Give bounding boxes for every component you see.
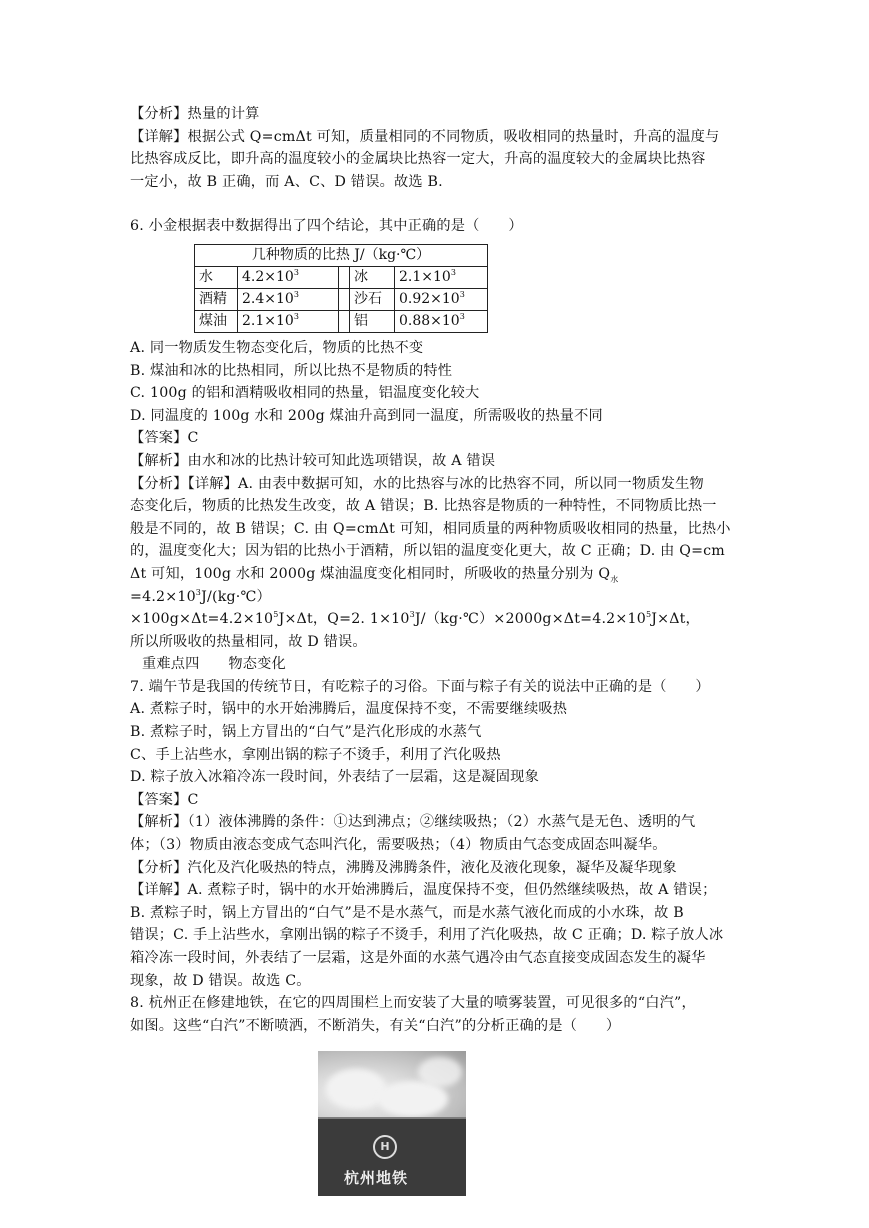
- q6-detail-line: 【分析】【详解】A. 由表中数据可知，水的比热容与冰的比热容不同，所以同一物质发生物: [130, 475, 704, 492]
- q7-detail-line: 错误；C. 手上沾些水，拿刚出锅的粽子不烫手，利用了汽化吸热，故 C 正确；D. 粽子放人冰: [130, 927, 724, 944]
- q6-option-c: C. 100g 的铝和酒精吸收相同的热量，铝温度变化较大: [130, 385, 480, 402]
- q7-option-a: A. 煮粽子时，锅中的水开始沸腾后，温度保持不变，不需要继续吸热: [130, 701, 568, 718]
- table-row: [195, 266, 488, 288]
- q6-explanation: 【解析】由水和冰的比热计较可知此选项错误，故 A 错误: [130, 452, 496, 469]
- metro-logo-icon: H: [373, 1135, 397, 1159]
- table-row: [195, 288, 488, 310]
- table-cell: 沙石: [350, 288, 395, 310]
- table-cell: $2.1\times 10^3$: [395, 266, 488, 288]
- q5-analysis: 【分析】热量的计算: [130, 106, 260, 122]
- q7-detail-line: 现象，故 D 错误。故选 C。: [130, 972, 311, 989]
- table-cell: 铝: [350, 310, 395, 332]
- metro-sign-text: 杭州地铁: [344, 1169, 409, 1188]
- table-title: 几种物质的比热 J/（kg·℃）: [195, 244, 488, 266]
- q6-option-d: D. 同温度的 100g 水和 200g 煤油升高到同一温度，所需吸收的热量不同: [130, 407, 603, 424]
- table-cell: 酒精: [195, 288, 238, 310]
- q6-detail-line: Δt 可知，100g 水和 2000g 煤油温度变化相同时，所吸收的热量分别为 $Q_水=4.2\times 10^3J/(kg\cdot℃)$: [130, 565, 619, 605]
- q6-detail-line: 所以所吸收的热量相同，故 D 错误。: [130, 633, 367, 650]
- q6-detail-line: 的，温度变化大；因为铝的比热小于酒精，所以铝的温度变化更大，故 C 正确；D. 由 Q=cm: [130, 543, 725, 560]
- q8-stem: 如图。这些“白汽”不断喷洒，不断消失，有关“白汽”的分析正确的是（ ）: [130, 1017, 621, 1034]
- q7-detail-line: 【详解】A. 煮粽子时，锅中的水开始沸腾后，温度保持不变，但仍然继续吸热，故 A 错误；: [130, 882, 717, 899]
- q6-detail-line: $\times 100g\times\Delta t=4.2\times 10^5J\times\Delta t$，Q=2. $1\times 10^3J/(kg\cdot℃)\times 2000g\times\Delta t=4.2\times 10^5J\times\Delta t$，: [130, 610, 700, 628]
- table-cell-empty: [339, 266, 350, 288]
- q7-detail-line: 箱冷冻一段时间，外表结了一层霜，这是外面的水蒸气遇冷由气态直接变成固态发生的凝华: [130, 950, 706, 966]
- q7-explanation-line: 【解析】（1）液体沸腾的条件：①达到沸点；②继续吸热；（2）水蒸气是无色、透明的气: [130, 814, 696, 831]
- q6-stem: 6. 小金根据表中数据得出了四个结论，其中正确的是（ ）: [130, 218, 523, 235]
- q6-option-b: B. 煤油和冰的比热相同，所以比热不是物质的特性: [130, 362, 453, 379]
- q5-detail-line: 【详解】根据公式 Q=cmΔt 可知，质量相同的不同物质，吸收相同的热量时，升高的温度与: [130, 128, 720, 145]
- table-cell: $2.4\times 10^3$: [238, 288, 339, 310]
- q8-stem: 8. 杭州正在修建地铁，在它的四周围栏上而安装了大量的喷雾装置，可见很多的“白汽”，: [130, 995, 696, 1012]
- table-cell: 煤油: [195, 310, 238, 332]
- table-cell-empty: [339, 288, 350, 310]
- q7-option-d: D. 粽子放入冰箱冷冻一段时间，外表结了一层霜，这是凝固现象: [130, 769, 539, 786]
- q7-explanation-line: 体；（3）物质由液态变成气态叫汽化，需要吸热；（4）物质由气态变成固态叫凝华。: [130, 837, 667, 854]
- table-cell: 冰: [350, 266, 395, 288]
- table-cell: $0.92\times 10^3$: [395, 288, 488, 310]
- q6-answer: 【答案】C: [130, 430, 199, 447]
- subway-mist-photo: [318, 1051, 466, 1196]
- q7-answer: 【答案】C: [130, 791, 199, 808]
- table-row: [195, 310, 488, 332]
- table-cell: $0.88\times 10^3$: [395, 310, 488, 332]
- table-cell-empty: [339, 310, 350, 332]
- specific-heat-table: [194, 244, 488, 333]
- section-heading: 重难点四 物态变化: [142, 656, 286, 673]
- document-page: [130, 103, 742, 1196]
- table-cell: $2.1\times 10^3$: [238, 310, 339, 332]
- table-cell: 水: [195, 266, 238, 288]
- q7-analysis: 【分析】汽化及汽化吸热的特点，沸腾及沸腾条件，液化及液化现象，凝华及凝华现象: [130, 859, 677, 876]
- q6-detail-line: 般是不同的，故 B 错误；C. 由 Q=cmΔt 可知，相同质量的两种物质吸收相同的热量，比热小: [130, 520, 731, 537]
- q7-option-b: B. 煮粽子时，锅上方冒出的“白气”是汽化形成的水蒸气: [130, 724, 482, 741]
- q6-option-a: A. 同一物质发生物态变化后，物质的比热不变: [130, 339, 424, 356]
- q7-stem: 7. 端午节是我国的传统节日，有吃粽子的习俗。下面与粽子有关的说法中正确的是（ ）: [130, 678, 710, 695]
- q7-option-c: C、手上沾些水，拿刚出锅的粽子不烫手，利用了汽化吸热: [130, 746, 501, 763]
- q7-detail-line: B. 煮粽子时，锅上方冒出的“白气”是不是水蒸气，而是水蒸气液化而成的小水珠，故 B: [130, 904, 684, 921]
- q6-detail-line: 态变化后，物质的比热发生改变，故 A 错误；B. 比热容是物质的一种特性，不同物质比热一: [130, 498, 717, 515]
- q5-detail-line: 比热容成反比，即升高的温度较小的金属块比热容一定大，升高的温度较大的金属块比热容: [130, 151, 706, 168]
- q5-detail-line: 一定小，故 B 正确，而 A、C、D 错误。故选 B.: [130, 173, 443, 190]
- spacer: [130, 193, 742, 215]
- table-cell: $4.2\times 10^3$: [238, 266, 339, 288]
